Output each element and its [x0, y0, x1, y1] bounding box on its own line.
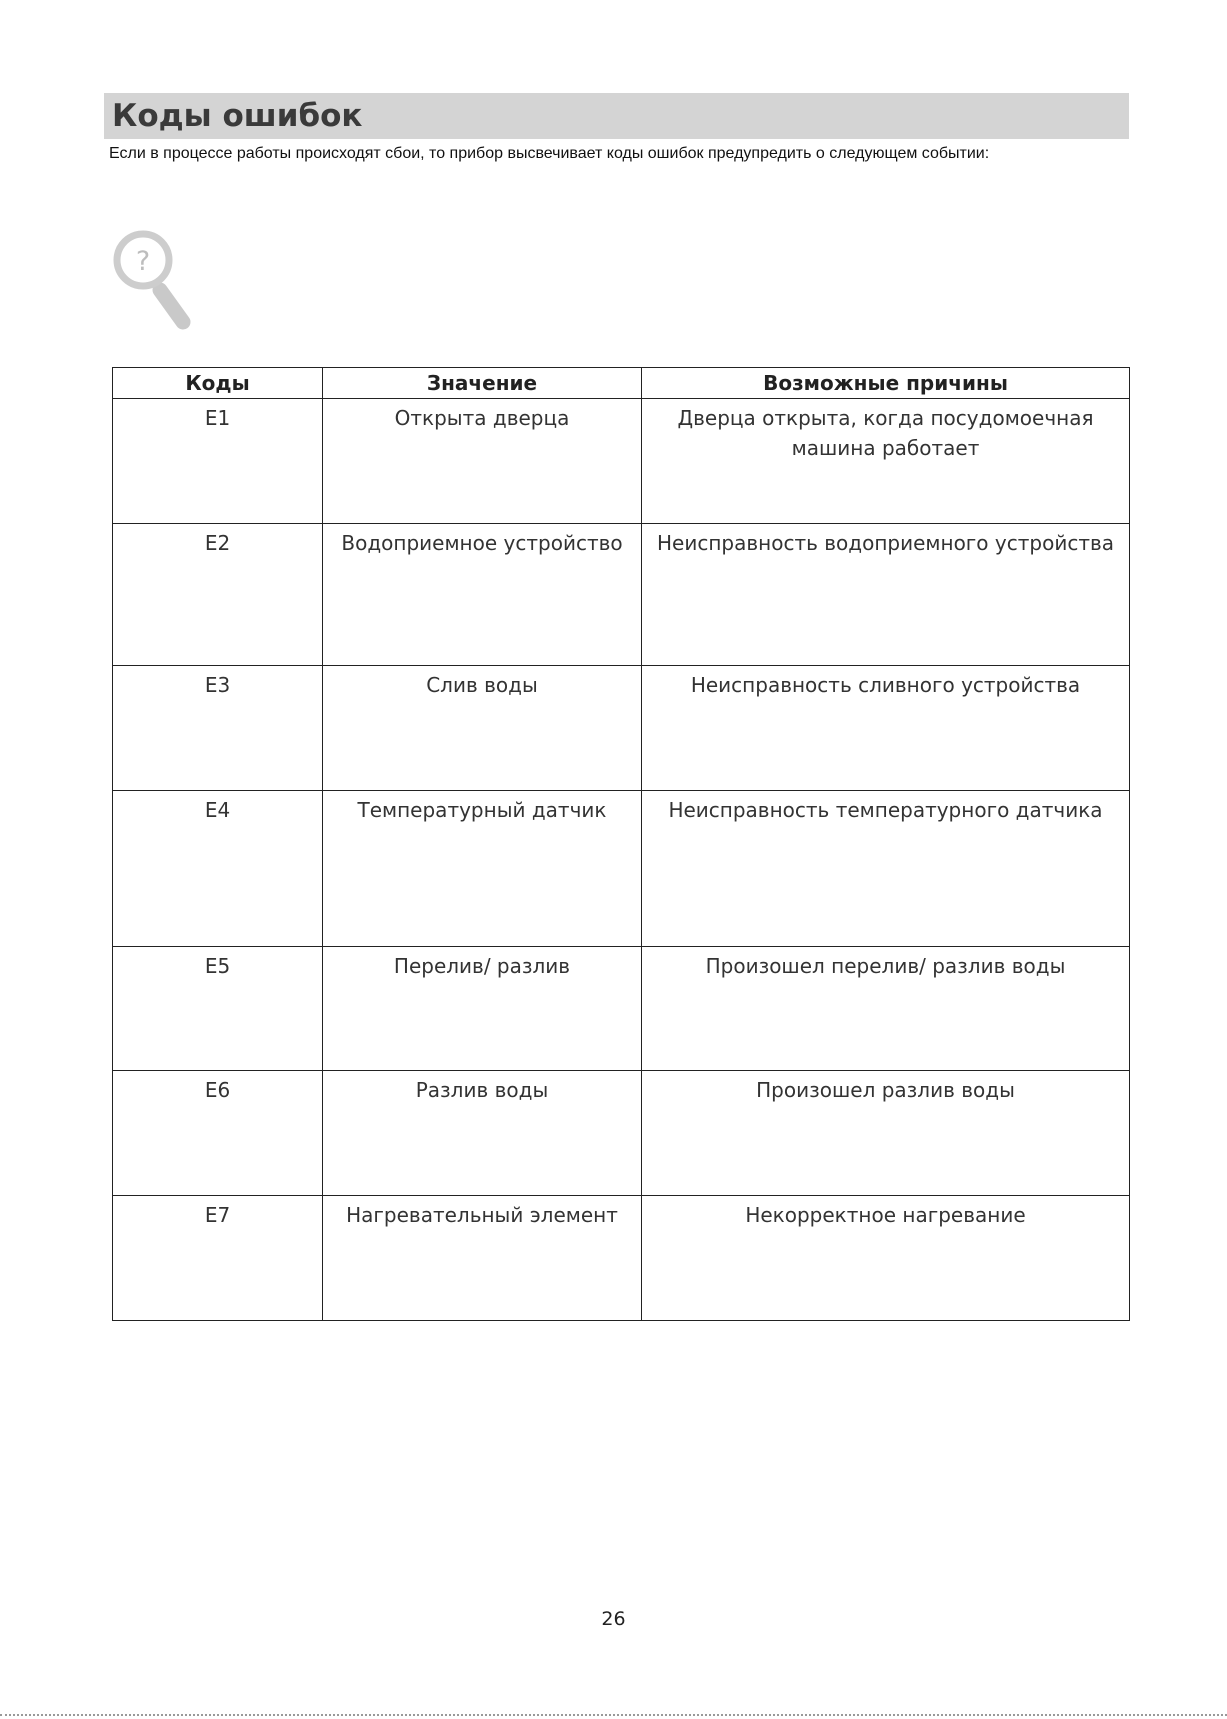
cell-code: E5: [113, 947, 323, 1071]
cell-cause: Неисправность сливного устройства: [642, 666, 1130, 791]
cell-meaning: Перелив/ разлив: [323, 947, 642, 1071]
cell-cause: Неисправность водоприемного устройства: [642, 524, 1130, 666]
cell-cause: Произошел разлив воды: [642, 1071, 1130, 1196]
cell-cause: Неисправность температурного датчика: [642, 791, 1130, 947]
cell-meaning: Разлив воды: [323, 1071, 642, 1196]
cell-code: E2: [113, 524, 323, 666]
page-title: Коды ошибок: [112, 98, 363, 134]
cell-code: E6: [113, 1071, 323, 1196]
table-row: [113, 1196, 1130, 1321]
question-mark-glyph: ?: [135, 246, 151, 277]
cell-code: E4: [113, 791, 323, 947]
table-row: [113, 1071, 1130, 1196]
cell-meaning: Слив воды: [323, 666, 642, 791]
magnifier-question-icon: [110, 228, 195, 333]
cell-code: E7: [113, 1196, 323, 1321]
cell-cause: Дверца открыта, когда посудомоечная машина работает: [642, 399, 1130, 524]
cell-meaning: Водоприемное устройство: [323, 524, 642, 666]
table-row: [113, 524, 1130, 666]
cell-code: E1: [113, 399, 323, 524]
column-header-codes: Коды: [113, 368, 323, 399]
cell-meaning: Нагревательный элемент: [323, 1196, 642, 1321]
column-header-meaning: Значение: [323, 368, 642, 399]
cell-meaning: Температурный датчик: [323, 791, 642, 947]
table-row: [113, 399, 1130, 524]
table-row: [113, 947, 1130, 1071]
intro-text: Если в процессе работы происходят сбои, то прибор высвечивает коды ошибок предупредить о следующем событии:: [109, 145, 990, 162]
column-header-causes: Возможные причины: [642, 368, 1130, 399]
title-bar: [104, 93, 1129, 139]
cell-code: E3: [113, 666, 323, 791]
table-row: [113, 791, 1130, 947]
cell-cause: Некорректное нагревание: [642, 1196, 1130, 1321]
table-header-row: [113, 368, 1130, 399]
error-codes-table: [112, 367, 1130, 1321]
page-number: 26: [601, 1608, 626, 1630]
cell-meaning: Открыта дверца: [323, 399, 642, 524]
bottom-dotted-rule: [0, 1714, 1227, 1716]
table-row: [113, 666, 1130, 791]
cell-cause: Произошел перелив/ разлив воды: [642, 947, 1130, 1071]
